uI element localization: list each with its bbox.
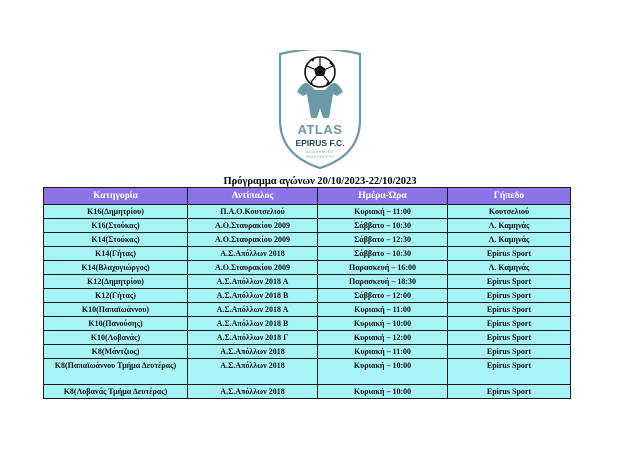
cell-opponent: Α.Σ.Απόλλων 2018 xyxy=(188,247,318,261)
table-row xyxy=(44,345,571,359)
cell-venue: Λ. Καμηνάς xyxy=(448,219,571,233)
cell-opponent: Α.Σ.Απόλλων 2018 Α xyxy=(188,275,318,289)
football-icon xyxy=(305,57,335,87)
cell-venue: Epirus Sport xyxy=(448,359,571,385)
logo-tagline-1: ΑΚΑΔΗΜΙΕΣ xyxy=(306,150,334,154)
cell-category: Κ8(Παπαϊωάννου Τμήμα Δευτέρας) xyxy=(44,359,188,385)
cell-day-time: Κυριακή – 11:00 xyxy=(318,303,448,317)
table-row xyxy=(44,205,571,219)
table-row xyxy=(44,233,571,247)
cell-venue: Epirus Sport xyxy=(448,275,571,289)
cell-opponent: Α.Σ.Απόλλων 2018 Β xyxy=(188,289,318,303)
cell-opponent: Α.Σ.Απόλλων 2018 xyxy=(188,345,318,359)
cell-day-time: Σάββατο – 10:30 xyxy=(318,219,448,233)
cell-venue: Epirus Sport xyxy=(448,331,571,345)
cell-day-time: Κυριακή – 12:00 xyxy=(318,331,448,345)
schedule-title: Πρόγραμμα αγώνων 20/10/2023-22/10/2023 xyxy=(223,176,417,187)
cell-venue: Epirus Sport xyxy=(448,303,571,317)
header-opponent: Αντίπαλος xyxy=(188,188,318,205)
cell-category: Κ16(Δημητρίου) xyxy=(44,205,188,219)
cell-category: Κ10(Λοβανάς) xyxy=(44,331,188,345)
cell-venue: Epirus Sport xyxy=(448,289,571,303)
header-day-time: Ημέρα-Ώρα xyxy=(318,188,448,205)
header-category: Κατηγορία xyxy=(44,188,188,205)
logo-tagline-2: ΠΟΔΟΣΦΑΙΡΟΥ xyxy=(305,155,335,159)
cell-venue: Λ. Καμηνάς xyxy=(448,233,571,247)
table-row xyxy=(44,275,571,289)
table-row xyxy=(44,359,571,385)
cell-day-time: Παρασκευή – 16:00 xyxy=(318,261,448,275)
cell-venue: Κουτσελιού xyxy=(448,205,571,219)
cell-opponent: Α.Ο.Σταυρακίου 2009 xyxy=(188,233,318,247)
cell-category: Κ10(Πανούσης) xyxy=(44,317,188,331)
table-row xyxy=(44,303,571,317)
cell-category: Κ8(Μάντζιος) xyxy=(44,345,188,359)
cell-opponent: Α.Σ.Απόλλων 2018 xyxy=(188,359,318,385)
cell-opponent: Α.Σ.Απόλλων 2018 Α xyxy=(188,303,318,317)
cell-venue: Λ. Καμηνάς xyxy=(448,261,571,275)
cell-opponent: Α.Σ.Απόλλων 2018 Γ xyxy=(188,331,318,345)
table-header-row xyxy=(44,188,571,205)
cell-day-time: Κυριακή – 11:00 xyxy=(318,205,448,219)
cell-day-time: Σάββατο – 12:30 xyxy=(318,233,448,247)
cell-category: Κ14(Στούκας) xyxy=(44,233,188,247)
table-row xyxy=(44,219,571,233)
table-row xyxy=(44,261,571,275)
cell-opponent: Α.Ο.Σταυρακίου 2009 xyxy=(188,261,318,275)
cell-category: Κ12(Δημητρίου) xyxy=(44,275,188,289)
logo-name-line1: ATLAS xyxy=(297,122,343,137)
cell-venue: Epirus Sport xyxy=(448,345,571,359)
cell-opponent: Α.Σ.Απόλλων 2018 Β xyxy=(188,317,318,331)
cell-category: Κ14(Βλαχογιώργος) xyxy=(44,261,188,275)
cell-category: Κ16(Στούκας) xyxy=(44,219,188,233)
cell-venue: Epirus Sport xyxy=(448,385,571,399)
cell-day-time: Κυριακή – 11:00 xyxy=(318,345,448,359)
table-row xyxy=(44,247,571,261)
cell-day-time: Σάββατο – 12:00 xyxy=(318,289,448,303)
cell-opponent: Π.Α.Ο.Κουτσελιού xyxy=(188,205,318,219)
cell-day-time: Παρασκευή – 18:30 xyxy=(318,275,448,289)
cell-day-time: Κυριακή – 10:00 xyxy=(318,385,448,399)
atlas-emblem xyxy=(275,50,365,172)
cell-day-time: Κυριακή – 10:00 xyxy=(318,359,448,385)
cell-opponent: Α.Ο.Σταυρακίου 2009 xyxy=(188,219,318,233)
club-logo xyxy=(275,50,365,172)
table-row xyxy=(44,331,571,345)
cell-category: Κ12(Γήτας) xyxy=(44,289,188,303)
cell-day-time: Κυριακή – 10:00 xyxy=(318,317,448,331)
cell-venue: Epirus Sport xyxy=(448,317,571,331)
table-row xyxy=(44,317,571,331)
cell-day-time: Σάββατο – 10:30 xyxy=(318,247,448,261)
match-schedule-table xyxy=(43,187,571,399)
table-row xyxy=(44,385,571,399)
cell-category: Κ8(Λοβανάς Τμήμα Δευτέρας) xyxy=(44,385,188,399)
header-venue: Γήπεδο xyxy=(448,188,571,205)
cell-category: Κ10(Παπαϊωάννου) xyxy=(44,303,188,317)
table-row xyxy=(44,289,571,303)
cell-opponent: Α.Σ.Απόλλων 2018 xyxy=(188,385,318,399)
logo-name-line2: EPIRUS F.C. xyxy=(295,138,345,148)
cell-category: Κ14(Γήτας) xyxy=(44,247,188,261)
cell-venue: Epirus Sport xyxy=(448,247,571,261)
